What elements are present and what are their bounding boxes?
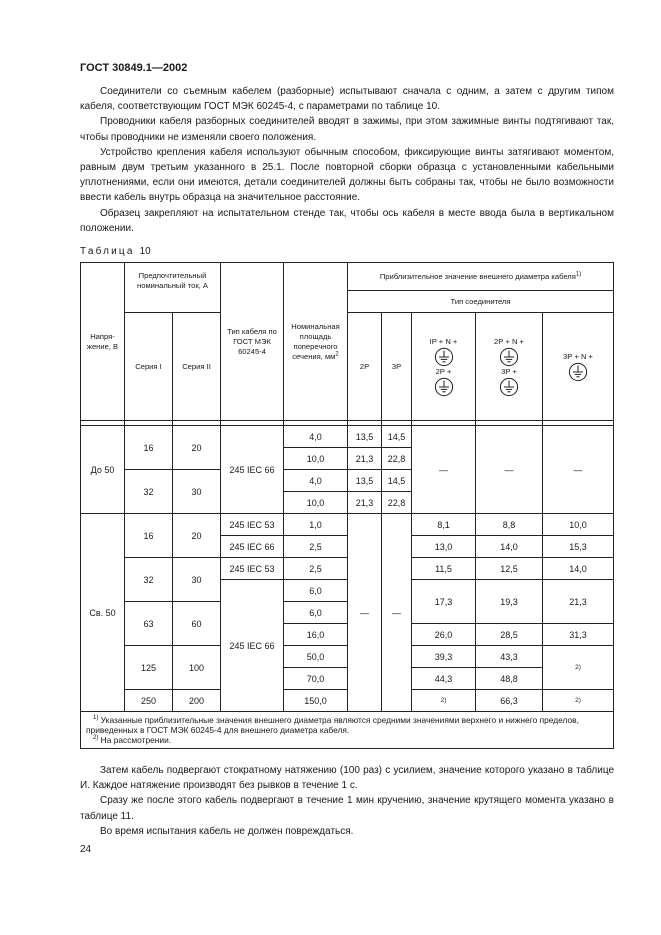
diam-conn-a-cell: 44,3 xyxy=(412,668,476,690)
paragraph: Устройство крепления кабеля используют обычным способом, фиксирующие винты затягивают моментом, равным двум третьим указанного в 25.1. После повторной сборки образца с установленными кабельными уплотнениями, если они имеются, детали соединителей должны быть собраны так, чтобы не было возможности ввести кабель внутрь образца на значительное расстояние. xyxy=(80,146,614,204)
paragraph: Сразу же после этого кабель подвергают в течение 1 мин кручению, значение крутящего момента указано в таблице 11. xyxy=(80,795,614,822)
area-cell: 50,0 xyxy=(284,646,348,668)
header-area-label: Номинальная площадь поперечного сечения, мм xyxy=(291,321,340,361)
page-number: 24 xyxy=(80,844,92,855)
header-current: Предпочтительный номинальный ток, А xyxy=(125,263,221,313)
diam-2p-cell: 21,3 xyxy=(348,448,382,470)
diam-conn-c-cell: 31,3 xyxy=(543,624,614,646)
diam-conn-a-cell: 2) xyxy=(412,690,476,712)
header-2p: 2Р xyxy=(348,313,382,421)
area-cell: 16,0 xyxy=(284,624,348,646)
table-title xyxy=(80,246,151,257)
table-row xyxy=(81,558,614,580)
current-series-2: 60 xyxy=(173,602,221,646)
cable-type-cell: 245 IEC 66 xyxy=(221,580,284,712)
earth-ground-icon xyxy=(434,347,454,367)
diam-conn-c-cell: 14,0 xyxy=(543,558,614,580)
diam-conn-b-cell: 8,8 xyxy=(476,514,543,536)
header-area-sup: 2 xyxy=(335,350,339,357)
conn-a-bottom: 2Р + xyxy=(435,366,452,376)
area-cell: 150,0 xyxy=(284,690,348,712)
footnote xyxy=(86,715,608,735)
diam-conn-c-cell: 15,3 xyxy=(543,536,614,558)
current-series-2: 30 xyxy=(173,470,221,514)
earth-ground-icon xyxy=(499,347,519,367)
table-footnotes xyxy=(81,712,614,749)
paragraph: Соединители со съемным кабелем (разборные) испытывают сначала с одним, а затем с другим типом кабеля, соответствующим ГОСТ МЭК 60245-4, с параметрами по таблице 10. xyxy=(80,86,614,113)
body-text-top xyxy=(80,84,614,236)
diam-2p-cell: 13,5 xyxy=(348,470,382,492)
header-diameter-sup: 1) xyxy=(575,270,582,277)
diam-3p-cell: 14,5 xyxy=(382,426,412,448)
footnote-mark: 2) xyxy=(92,735,99,742)
earth-ground-icon xyxy=(568,362,588,382)
area-cell: 2,5 xyxy=(284,558,348,580)
current-series-2: 20 xyxy=(173,514,221,558)
table-row xyxy=(81,690,614,712)
current-series-1: 32 xyxy=(125,470,173,514)
earth-ground-icon xyxy=(434,377,454,397)
diam-conn-c-cell: 2) xyxy=(543,646,614,690)
diam-conn-c-cell: 2) xyxy=(543,690,614,712)
voltage-cell: Св. 50 xyxy=(81,514,125,712)
cable-type-cell: 245 IEC 66 xyxy=(221,426,284,514)
current-series-2: 100 xyxy=(173,646,221,690)
footnote-text: На рассмотрении. xyxy=(100,735,172,745)
diam-2p-cell: 13,5 xyxy=(348,426,382,448)
diam-conn-a-cell: 11,5 xyxy=(412,558,476,580)
table-title-label: Таблица xyxy=(80,246,135,257)
cable-type-cell: 245 IEC 53 xyxy=(221,514,284,536)
header-3p: 3Р xyxy=(382,313,412,421)
paragraph: Во время испытания кабель не должен повреждаться. xyxy=(100,825,354,837)
current-series-1: 32 xyxy=(125,558,173,602)
diam-conn-b-cell: 14,0 xyxy=(476,536,543,558)
area-cell: 1,0 xyxy=(284,514,348,536)
table-row xyxy=(81,646,614,668)
paragraph: Затем кабель подвергают стократному натяжению (100 раз) с усилием, значение которого указано в таблице И. Каждое натяжение производят без рывков в течение 1 с. xyxy=(80,765,614,792)
diam-conn-b-cell: 43,3 xyxy=(476,646,543,668)
header-conn-b xyxy=(476,313,543,421)
paragraph: Образец закрепляют на испытательном стенде так, чтобы ось кабеля в месте ввода была в вертикальном положении. xyxy=(80,207,614,234)
header-connector-type: Тип соединителя xyxy=(348,291,614,313)
current-series-2: 200 xyxy=(173,690,221,712)
table-row xyxy=(81,514,614,536)
area-cell: 4,0 xyxy=(284,470,348,492)
diam-conn-a-cell: 39,3 xyxy=(412,646,476,668)
current-series-1: 16 xyxy=(125,514,173,558)
current-series-1: 63 xyxy=(125,602,173,646)
diam-conn-a-cell: 13,0 xyxy=(412,536,476,558)
cable-type-cell: 245 IEC 53 xyxy=(221,558,284,580)
table-footnotes-row xyxy=(81,712,614,749)
header-series-1: Серия I xyxy=(125,313,173,421)
header-cable-type: Тип кабеля по ГОСТ МЭК 60245-4 xyxy=(221,263,284,421)
diam-3p-cell: 14,5 xyxy=(382,470,412,492)
area-cell: 4,0 xyxy=(284,426,348,448)
diam-3p-cell: — xyxy=(382,514,412,712)
current-series-1: 250 xyxy=(125,690,173,712)
document-header: ГОСТ 30849.1—2002 xyxy=(80,62,188,74)
area-cell: 6,0 xyxy=(284,580,348,602)
header-diameter xyxy=(348,263,614,291)
diam-conn-c-cell: 21,3 xyxy=(543,580,614,624)
diam-conn-b-cell: 28,5 xyxy=(476,624,543,646)
table-number: 10 xyxy=(139,246,151,257)
area-cell: 6,0 xyxy=(284,602,348,624)
header-conn-a xyxy=(412,313,476,421)
footnote-mark: 1) xyxy=(92,715,99,722)
diam-conn-b-cell: 66,3 xyxy=(476,690,543,712)
diam-conn-a-cell: 17,3 xyxy=(412,580,476,624)
diam-3p-cell: 22,8 xyxy=(382,492,412,514)
header-diameter-label: Приблизительное значение внешнего диаметра кабеля xyxy=(379,271,576,281)
header-voltage: Напря-жение, В xyxy=(81,263,125,421)
footnote-text: Указанные приблизительные значения внешнего диаметра являются средними значениями верхнего и нижнего пределов, приведенных в ГОСТ МЭК 60245-4 для внешнего диаметра кабеля. xyxy=(86,715,579,735)
diam-conn-a-cell: 8,1 xyxy=(412,514,476,536)
current-series-2: 30 xyxy=(173,558,221,602)
diam-conn-c-cell: — xyxy=(543,426,614,514)
area-cell: 2,5 xyxy=(284,536,348,558)
conn-b-bottom: 3Р + xyxy=(501,366,517,376)
diam-2p-cell: — xyxy=(348,514,382,712)
voltage-cell: До 50 xyxy=(81,426,125,514)
earth-ground-icon xyxy=(499,377,519,397)
diam-conn-b-cell: — xyxy=(476,426,543,514)
footnote xyxy=(86,735,608,745)
conn-c-top: 3Р + N + xyxy=(563,351,593,361)
diam-3p-cell: 22,8 xyxy=(382,448,412,470)
diam-conn-c-cell: 10,0 xyxy=(543,514,614,536)
body-text-bottom xyxy=(80,763,614,839)
data-table xyxy=(80,262,614,749)
diam-conn-a-cell: 26,0 xyxy=(412,624,476,646)
header-series-2: Серия II xyxy=(173,313,221,421)
diam-conn-b-cell: 48,8 xyxy=(476,668,543,690)
current-series-1: 16 xyxy=(125,426,173,470)
diam-conn-b-cell: 19,3 xyxy=(476,580,543,624)
header-area xyxy=(284,263,348,421)
current-series-1: 125 xyxy=(125,646,173,690)
diam-2p-cell: 21,3 xyxy=(348,492,382,514)
header-conn-c xyxy=(543,313,614,421)
paragraph: Проводники кабеля разборных соединителей вводят в зажимы, при этом зажимные винты подтягивают так, чтобы проводники не изменяли своего положения. xyxy=(80,116,614,143)
area-cell: 10,0 xyxy=(284,448,348,470)
area-cell: 70,0 xyxy=(284,668,348,690)
table-row xyxy=(81,426,614,448)
conn-a-top: IP + N + xyxy=(429,336,458,346)
area-cell: 10,0 xyxy=(284,492,348,514)
diam-conn-b-cell: 12,5 xyxy=(476,558,543,580)
diam-conn-a-cell: — xyxy=(412,426,476,514)
cable-type-cell: 245 IEC 66 xyxy=(221,536,284,558)
conn-b-top: 2Р + N + xyxy=(494,336,524,346)
current-series-2: 20 xyxy=(173,426,221,470)
